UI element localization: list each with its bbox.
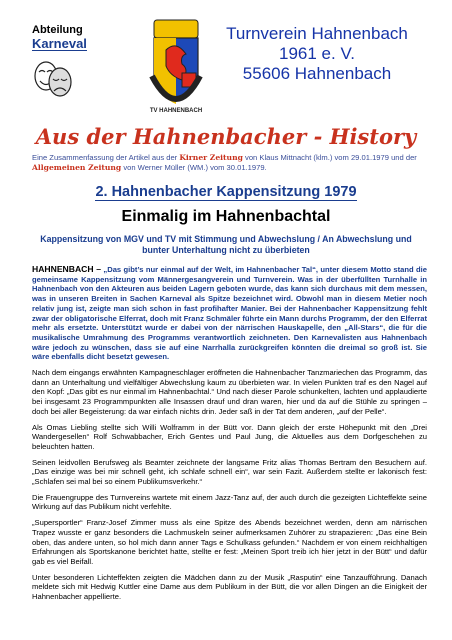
- article-title: Einmalig im Hahnenbachtal: [121, 208, 331, 225]
- section-title-text: 2. Hahnenbacher Kappensitzung 1979: [95, 184, 357, 200]
- intro-part2: von Klaus Mittnacht (klm.) vom 29.01.1979 und der: [242, 153, 417, 162]
- lead-text: „Das gibt’s nur einmal auf der Welt, im Hahnenbacher Tal“, unter diesem Motto stand die gemeinsame Kappensitzung vom Männergesangverein und Turnverein. Was in der überfüllten Turnhalle in Hahnenbach von den Akteuren aus beiden Lagern geboten wurde, das kann sich durchaus mit dem messen, was in unseren Breiten in Sachen Karneval als Spitze bezeichnet wird. Obwohl man in diesem Metier noch relativ jung ist, zeigte man sich schon in fast profihafter Manier. Bei der Hahnenbacher Kappensitzung fehlt zwar der obligatorische Elferrat, doch mit Franz Schmäler führte ein Mann durchs Programm, der den Elferrat mehr als ersetzte. Unterstützt wurde er dabei von der närrischen Hauskapelle, den „All-Stars“, die für die musikalische Umrahmung des Programms verantwortlich zeichneten. Den Karnevalisten aus Hahnenbach wäre jedoch zu wünschen, dass sie auf eine Narrhalla zurückgreifen könnten die dreimal so groß ist. Sie wäre ebenfalls dicht besetzt gewesen.: [32, 265, 427, 362]
- club-info: [204, 24, 430, 84]
- club-founded: 1961 e. V.: [279, 44, 355, 63]
- article-subtitle: Kappensitzung von MGV und TV mit Stimmung und Abwechslung / An Abwechslung und bunter Unterhaltung nicht zu überbieten: [40, 234, 412, 255]
- department-label: [32, 24, 87, 52]
- paragraph: Als Omas Liebling stellte sich Willi Wolframm in der Bütt vor. Dann gleich der erste Höhepunkt mit den „Drei Wandergesellen“ Rolf Schwabbacher, Erich Gentes und Paul Jung, die Aktuelles aus dem Dorfgeschehen zu beleuchten hatten.: [32, 422, 427, 451]
- intro-part1: Eine Zusammenfassung der Artikel aus der: [32, 153, 180, 162]
- paragraph: „Supersportler“ Franz-Josef Zimmer muss als eine Spitze des Abends bezeichnet werden, denn am närrischen Trapez wusste er ganz besonders die Lachmuskeln seiner aufmerksamen Zuhörer zu strapazieren: „Das eine Bein oben, das andere unten, so hol mich dann anner Tags e Schulkass gefunden.“ Nachdem er von einem reichhaltigen Erfahrungen als Sportskanone berichtet hatte, stellte er fest: „Meinen Sport treib ich hier jetzt in der Bütt“ und dafür gab es viel Beifall.: [32, 518, 427, 566]
- page-header: [0, 0, 452, 120]
- department-line1: Abteilung: [32, 24, 83, 36]
- newspaper-kirner-zeitung: Kirner Zeitung: [179, 153, 243, 162]
- club-address: 55606 Hahnenbach: [242, 64, 392, 83]
- crest-text: TV HAHNENBACH: [149, 108, 203, 114]
- club-name: Turnverein Hahnenbach: [226, 24, 408, 43]
- carnival-masks-icon: [33, 60, 73, 98]
- section-title: [0, 184, 452, 200]
- paragraph: Die Frauengruppe des Turnvereins wartete mit einem Jazz-Tanz auf, der auch durch die gezeigten Lichteffekte seine Wirkung auf das Publikum nicht verfehlte.: [32, 492, 427, 512]
- paragraph: Seinen leidvollen Berufsweg als Beamter zeichnete der langsame Fritz alias Thomas Bertram den Besuchern auf. „Das einzige was bei mir schnell geht, ich schlafe schnell ein“, war sein Fazit. Außerdem stellte er lakonisch fest: „Schlafen sei mal bei so einem Publikumsverkehr.“: [32, 457, 427, 487]
- newspaper-allgemeine-zeitung: Allgemeinen Zeitung: [32, 163, 122, 172]
- intro-part3: von Werner Müller (WM.) vom 30.01.1979.: [121, 163, 267, 172]
- dateline: HAHNENBACH –: [32, 264, 102, 274]
- paragraph: Unter besonderen Lichteffekten zeigten die Mädchen dann zu der Musik „Rasputin“ eine Tanzaufführung. Danach meldete sich mit Hedwig Kuttler eine Dame aus dem Publikum in der Bütt, die vor allen Dingen an die Einigkeit der Hahnenbacher appellierte.: [32, 572, 427, 602]
- intro-text: [32, 153, 427, 173]
- department-line2: Karneval: [32, 36, 87, 51]
- history-title: Aus der Hahnenbacher - History: [35, 124, 417, 149]
- lead-paragraph: [32, 265, 427, 362]
- paragraph: Nach dem eingangs erwähnten Kampagneschlager eröffneten die Hahnenbacher Tanzmariechen das Programm, das dann an Unterhaltung und vielfältiger Abwechslung kaum zu überbieten war. In vielen Punkten traf es den Nagel auf den Kopf: „Das gibt es nur einmal im Hahnenbachtal.“ Und nach dieser Parole schunkelten, lachten und applaudierte bei insgesamt 23 Programmpunkten alle Insassen drauf und dran waren, hier und da auf die Stühle zu springen – doch bei aller Begeisterung: da war einfach nichts drin. Jeder saß in der Tat dem anderen, „auf der Pelle“.: [32, 368, 427, 416]
- article-body: [32, 265, 427, 608]
- club-crest-icon: [148, 18, 204, 118]
